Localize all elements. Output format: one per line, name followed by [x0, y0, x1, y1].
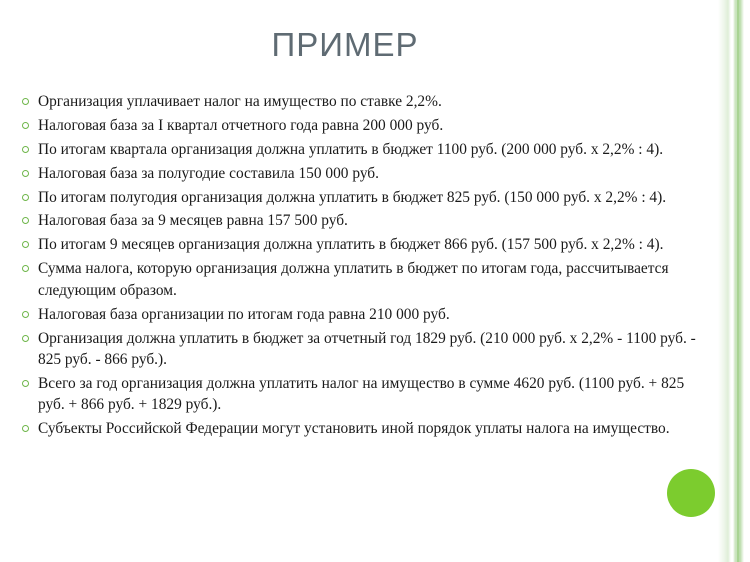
bullet-item [20, 418, 696, 440]
slide-title: ПРИМЕР [271, 26, 419, 63]
bullet-circle-icon [22, 122, 29, 129]
bullet-circle-icon [22, 194, 29, 201]
bullet-item [20, 163, 696, 185]
bullet-item [20, 139, 696, 161]
bullet-circle-icon [22, 241, 29, 248]
bullet-circle-icon [22, 311, 29, 318]
bullet-text: Организация должна уплатить в бюджет за отчетный год 1829 руб. (210 000 руб. х 2,2% - 1100 руб. - 825 руб. - 866 руб.). [38, 329, 696, 369]
bullet-text: По итогам квартала организация должна уплатить в бюджет 1100 руб. (200 000 руб. х 2,2% : 4). [38, 140, 664, 158]
bullet-item [20, 187, 696, 209]
bullet-text: По итогам полугодия организация должна уплатить в бюджет 825 руб. (150 000 руб. х 2,2% : 4). [38, 188, 667, 206]
bullet-item [20, 210, 696, 232]
bullet-text: Налоговая база организации по итогам года равна 210 000 руб. [38, 305, 450, 323]
bullet-circle-icon [22, 146, 29, 153]
bullet-circle-icon [22, 170, 29, 177]
decorative-side-bar [718, 0, 750, 562]
bullet-circle-icon [22, 98, 29, 105]
bullet-text: Налоговая база за I квартал отчетного года равна 200 000 руб. [38, 116, 444, 134]
bullet-text: Субъекты Российской Федерации могут установить иной порядок уплаты налога на имущество. [38, 420, 670, 438]
bullet-item [20, 304, 696, 326]
bullet-text: Всего за год организация должна уплатить налог на имущество в сумме 4620 руб. (1100 руб. + 825 руб. + 866 руб. + 1829 руб.). [38, 374, 685, 414]
bullet-text: Сумма налога, которую организация должна уплатить в бюджет по итогам года, рассчитывается следующим образом. [38, 260, 669, 299]
bullet-circle-icon [22, 265, 29, 272]
bullet-item [20, 258, 696, 301]
bullet-item [20, 91, 696, 113]
bullet-item [20, 115, 696, 137]
bullet-item [20, 328, 696, 371]
bullet-text: Налоговая база за 9 месяцев равна 157 500 руб. [38, 212, 348, 230]
bullet-circle-icon [22, 217, 29, 224]
bullet-list [20, 91, 696, 442]
bullet-text: По итогам 9 месяцев организация должна уплатить в бюджет 866 руб. (157 500 руб. х 2,2% : 4). [38, 236, 664, 254]
bullet-item [20, 234, 696, 256]
bullet-circle-icon [22, 380, 29, 387]
bullet-text: Организация уплачивает налог на имущество по ставке 2,2%. [38, 93, 442, 110]
bullet-circle-icon [22, 335, 29, 342]
bullet-circle-icon [22, 425, 29, 432]
decorative-green-circle [667, 469, 715, 517]
bullet-item [20, 373, 696, 416]
bullet-text: Налоговая база за полугодие составила 150 000 руб. [38, 164, 379, 182]
